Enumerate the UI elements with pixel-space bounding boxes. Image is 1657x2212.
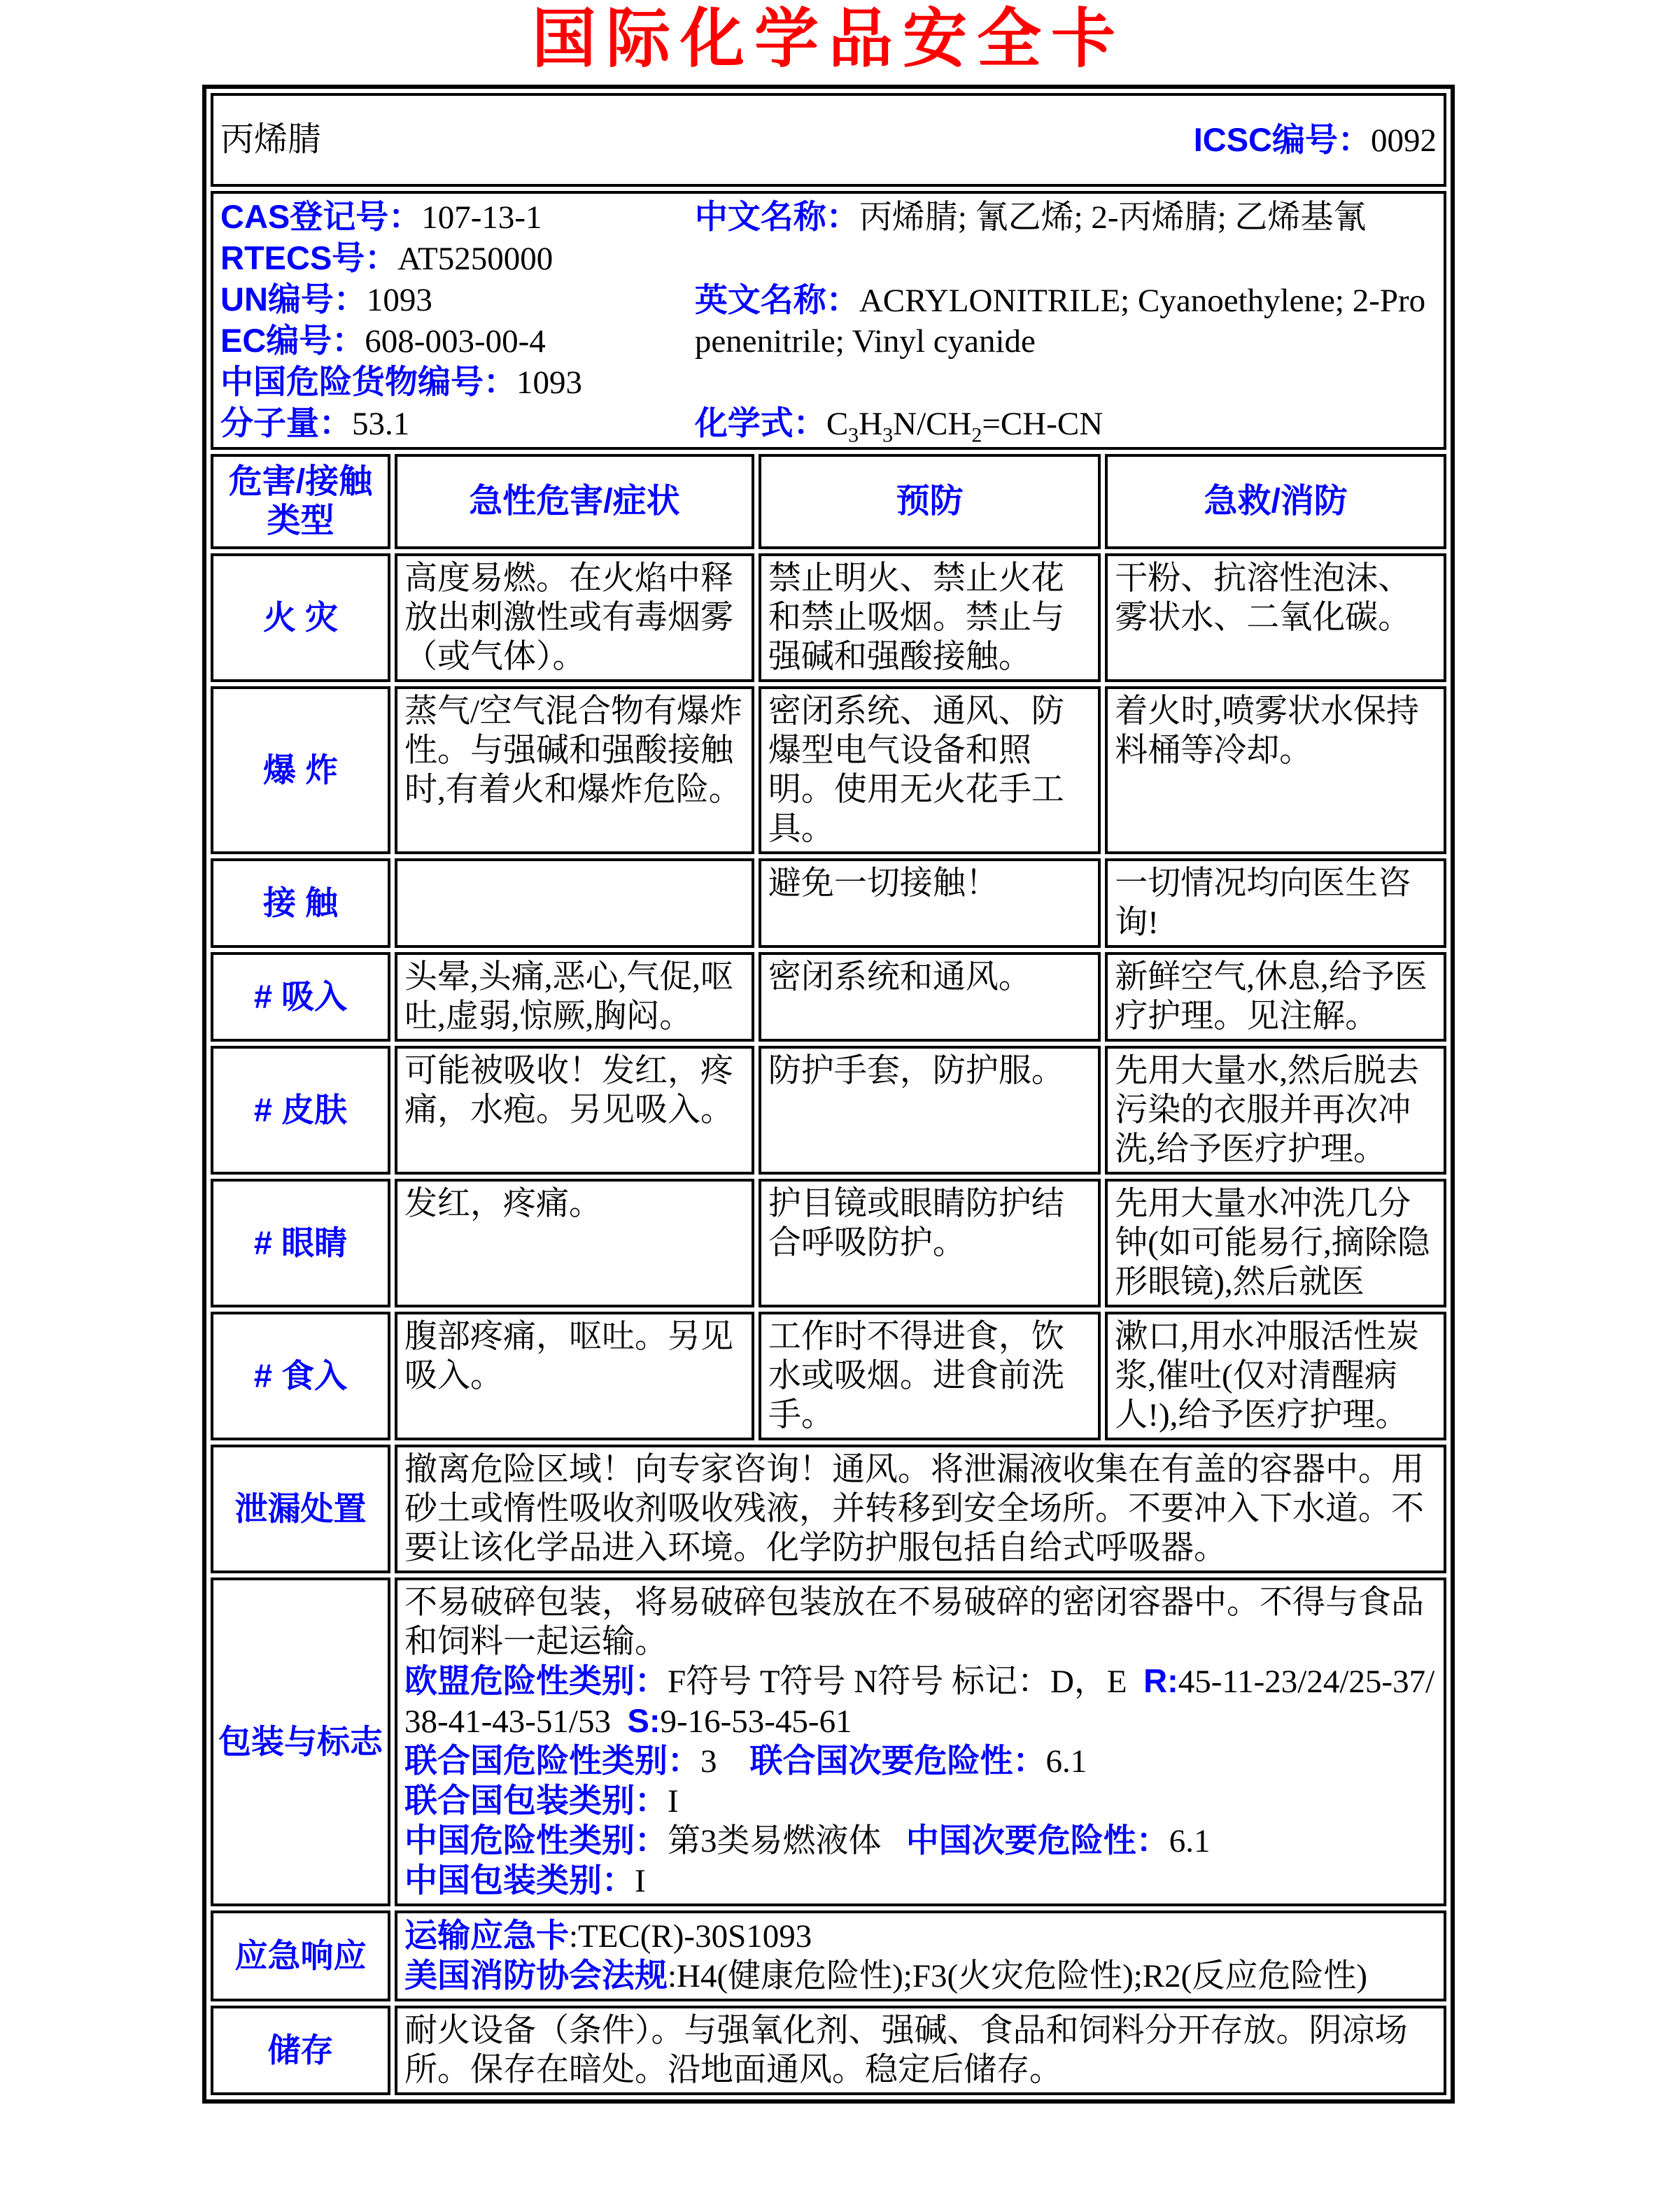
explosion-firstaid: 着火时,喷雾状水保持料桶等冷却。 <box>1105 686 1446 854</box>
packaging-line-un-class: 联合国危险性类别：3 联合国次要危险性：6.1 <box>404 1742 1087 1780</box>
inhalation-prevention: 密闭系统和通风。 <box>759 952 1101 1042</box>
packaging-line-eu: 欧盟危险性类别：F符号 T符号 N符号 标记：D，E R:45-11-23/24/25-37/38-41-43-51/53 S:9-16-53-45-61 <box>404 1662 1435 1740</box>
hazard-type-fire: 火 灾 <box>211 553 390 682</box>
icsc-number <box>1194 120 1437 160</box>
explosion-symptom: 蒸气/空气混合物有爆炸性。与强碱和强酸接触时,有着火和爆炸危险。 <box>395 686 754 854</box>
packaging-content <box>395 1578 1446 1906</box>
card-header-row <box>211 93 1446 187</box>
hazard-type-skin: # 皮肤 <box>211 1046 390 1175</box>
exposure-prevention: 避免一切接触！ <box>759 858 1101 948</box>
names-block <box>694 197 1437 447</box>
card-header-cell <box>211 93 1446 187</box>
hazard-type-exposure: 接 触 <box>211 858 390 948</box>
identifier-china-dg: 中国危险货物编号：1093 <box>220 363 582 402</box>
fire-symptom: 高度易燃。在火焰中释放出刺激性或有毒烟雾（或气体）。 <box>395 553 754 682</box>
skin-firstaid: 先用大量水,然后脱去污染的衣服并再次冲洗,给予医疗护理。 <box>1105 1046 1446 1175</box>
inhalation-symptom: 头晕,头痛,恶心,气促,呕吐,虚弱,惊厥,胸闷。 <box>395 952 754 1042</box>
identifier-un: UN编号：1093 <box>220 281 432 319</box>
fire-firstaid: 干粉、抗溶性泡沫、雾状水、二氧化碳。 <box>1105 553 1446 682</box>
hazard-row-eyes <box>211 1179 1446 1307</box>
col-header-prevention: 预防 <box>759 454 1101 549</box>
hazard-type-inhalation: # 吸入 <box>211 952 390 1042</box>
eyes-symptom: 发红，疼痛。 <box>395 1179 754 1307</box>
emergency-line-nfpa: 美国消防协会法规:H4(健康危险性);F3(火灾危险性);R2(反应危险性) <box>404 1957 1367 1995</box>
icsc-number-value: 0092 <box>1371 122 1437 159</box>
ingestion-prevention: 工作时不得进食，饮水或吸烟。进食前洗手。 <box>759 1312 1101 1440</box>
storage-text: 耐火设备（条件）。与强氧化剂、强碱、食品和饲料分开存放。阴凉场所。保存在暗处。沿地面通风。稳定后储存。 <box>395 2006 1446 2095</box>
chemical-name: 丙烯腈 <box>220 121 322 159</box>
storage-label: 储存 <box>211 2006 390 2095</box>
english-name-row: 英文名称：ACRYLONITRILE; Cyanoethylene; 2-Propenenitrile; Vinyl cyanide <box>694 281 1426 360</box>
packaging-line-un-pack: 联合国包装类别：I <box>404 1782 679 1820</box>
hazard-row-fire <box>211 553 1446 682</box>
emergency-line-tec: 运输应急卡:TEC(R)-30S1093 <box>404 1917 812 1955</box>
identifier-list <box>220 197 695 444</box>
exposure-firstaid: 一切情况均向医生咨询! <box>1105 858 1446 948</box>
icsc-card-table <box>202 85 1455 2104</box>
emergency-label: 应急响应 <box>211 1910 390 2001</box>
col-header-hazard-type: 危害/接触 类型 <box>211 454 390 549</box>
skin-prevention: 防护手套，防护服。 <box>759 1046 1101 1175</box>
hazard-type-explosion: 爆 炸 <box>211 686 390 854</box>
ingestion-firstaid: 漱口,用水冲服活性炭浆,催吐(仅对清醒病人!),给予医疗护理。 <box>1105 1312 1446 1440</box>
column-header-row <box>211 454 1446 549</box>
hazard-type-eyes: # 眼睛 <box>211 1179 390 1307</box>
packaging-label: 包装与标志 <box>211 1578 390 1906</box>
packaging-row <box>211 1578 1446 1906</box>
formula-row: 化学式：$C_3H_3N/CH_2=CH-CN$ <box>694 404 1104 447</box>
hazard-row-ingestion <box>211 1312 1446 1440</box>
eyes-prevention: 护目镜或眼睛防护结合呼吸防护。 <box>759 1179 1101 1307</box>
hazard-row-inhalation <box>211 952 1446 1042</box>
spill-text: 撤离危险区域！向专家咨询！通风。将泄漏液收集在有盖的容器中。用砂土或惰性吸收剂吸收残液，并转移到安全场所。不要冲入下水道。不要让该化学品进入环境。化学防护服包括自给式呼吸器。 <box>395 1445 1446 1573</box>
storage-row <box>211 2006 1446 2095</box>
packaging-line-cn-class: 中国危险性类别：第3类易燃液体 中国次要危险性：6.1 <box>404 1822 1211 1860</box>
packaging-line-cn-pack: 中国包装类别：I <box>404 1862 646 1900</box>
spill-row <box>211 1445 1446 1573</box>
hazard-row-skin <box>211 1046 1446 1175</box>
emergency-content <box>395 1910 1446 2001</box>
page-title: 国际化学品安全卡 <box>531 3 1125 75</box>
identifier-cas: CAS登记号：107-13-1 <box>220 198 542 236</box>
hazard-type-ingestion: # 食入 <box>211 1312 390 1440</box>
inhalation-firstaid: 新鲜空气,休息,给予医疗护理。见注解。 <box>1105 952 1446 1042</box>
spill-label: 泄漏处置 <box>211 1445 390 1573</box>
eyes-firstaid: 先用大量水冲洗几分钟(如可能易行,摘除隐形眼镜),然后就医 <box>1105 1179 1446 1307</box>
identifier-ec: EC编号：608-003-00-4 <box>220 322 546 360</box>
explosion-prevention: 密闭系统、通风、防爆型电气设备和照明。使用无火花手工具。 <box>759 686 1101 854</box>
identifier-rtecs: RTECS号：AT5250000 <box>220 239 553 278</box>
emergency-row <box>211 1910 1446 2001</box>
identifiers-cell <box>211 191 1446 450</box>
col-header-firstaid: 急救/消防 <box>1105 454 1446 549</box>
ingestion-symptom: 腹部疼痛，呕吐。另见吸入。 <box>395 1312 754 1440</box>
hazard-row-explosion <box>211 686 1446 854</box>
identifiers-row <box>211 191 1446 450</box>
icsc-number-label: ICSC编号： <box>1193 120 1371 158</box>
chinese-name-row: 中文名称：丙烯腈; 氰乙烯; 2-丙烯腈; 乙烯基氰 <box>694 198 1367 236</box>
col-header-symptoms: 急性危害/症状 <box>395 454 754 549</box>
skin-symptom: 可能被吸收！发红，疼痛，水疱。另见吸入。 <box>395 1046 754 1175</box>
hazard-row-exposure <box>211 858 1446 948</box>
fire-prevention: 禁止明火、禁止火花和禁止吸烟。禁止与强碱和强酸接触。 <box>759 553 1101 682</box>
exposure-symptom <box>395 858 754 948</box>
identifier-molweight: 分子量：53.1 <box>220 404 410 443</box>
packaging-line-general: 不易破碎包装，将易破碎包装放在不易破碎的密闭容器中。不得与食品和饲料一起运输。 <box>404 1584 1424 1661</box>
chemical-formula: $C_3H_3N/CH_2=CH-CN$ <box>826 406 1104 447</box>
